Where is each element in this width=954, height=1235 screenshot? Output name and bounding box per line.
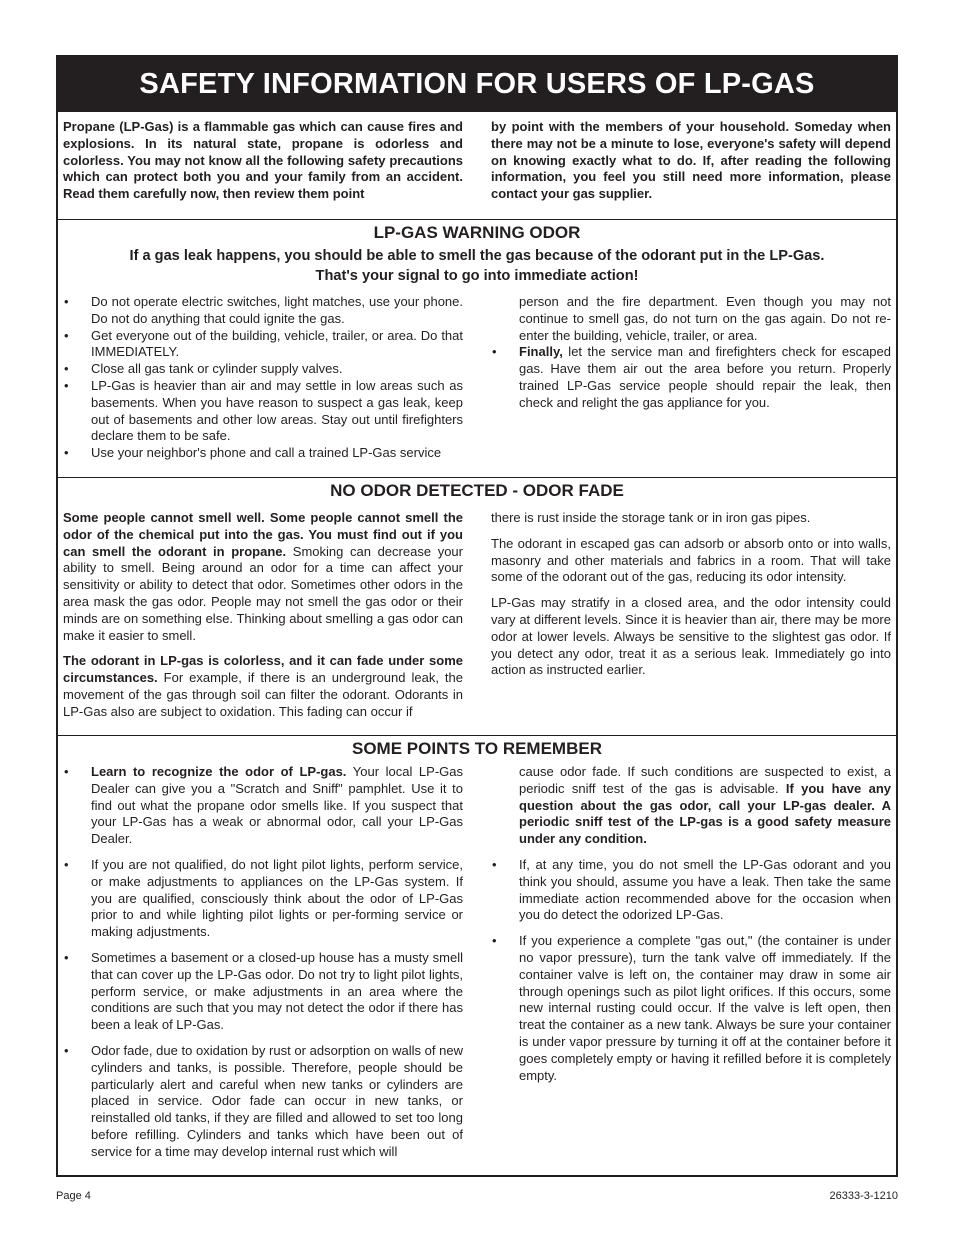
points-right-list [491,764,891,1084]
title-bar [58,57,896,112]
points-left-list [63,764,463,1161]
list-item: • If you experience a complete "gas out," (the container is under no vapor pressure), turn the tank valve off immediately. If the container valve is left on, the container may draw in some air through openings such as pilot light orifices. If this occurs, some new internal rusting could occur. If the valve is left open, then treat the container as a new tank. Always be sure your container is under vapor pressure by turning it off at the container before it goes completely empty or having it refilled before it is completely empty. [491,933,891,1084]
warning-odor-left-list [63,294,463,462]
intro-right: by point with the members of your household. Someday when there may not be a minute to lose, everyone's safety will depend on knowing exactly what to do. If, after reading the following information, you feel you still need more information, please contact your gas supplier. [491,119,891,202]
warning-odor-subheading-2: That's your signal to go into immediate action! [315,268,639,284]
no-odor-left-p2-text: For example, if there is an underground leak, the movement of the gas through soil can filter the odorant. Odorants in LP-Gas also are subject to oxidation. This fading can occur if [63,670,463,719]
list-item: • If you are not qualified, do not light pilot lights, perform service, or make adjustments to appliances on the LP-Gas system. If you are qualified, consciously think about the odor of LP-Gas prior to and while lighting pilot lights or per-forming service or making adjustments. [63,857,463,941]
points-heading: SOME POINTS TO REMEMBER [352,739,602,758]
warning-odor-heading: LP-GAS WARNING ODOR [373,223,581,242]
points-r0-bold: If you have any question about the gas odor, call your LP-gas dealer. A periodic sniff test of the LP-gas is a good safety measure under any condition. [519,780,892,847]
list-item-continued [491,764,891,848]
points-l1-bold: Learn to recognize the odor of LP-gas. [91,764,347,779]
no-odor-heading: NO ODOR DETECTED - ODOR FADE [330,481,624,500]
no-odor-left-p2-bold: The odorant in LP-gas is colorless, and it can fade under some circumstances. [63,653,463,686]
list-item: • LP-Gas is heavier than air and may settle in low areas such as basements. When you have reason to suspect a gas leak, keep out of basements and other low areas. Stay out until firefighters declare them to be safe. [63,378,463,445]
page-title: SAFETY INFORMATION FOR USERS OF LP-GAS [139,68,815,100]
intro-left: Propane (LP-Gas) is a flammable gas which can cause fires and explosions. In its natural state, propane is odorless and colorless. You may not know all the following safety precautions which can protect both you and your family from an accident. Read them carefully now, then review them point [63,119,463,202]
no-odor-left-p1 [63,510,463,644]
doc-number: 26333-3-1210 [829,1190,898,1202]
finally-bold: Finally, [519,344,563,360]
page-footer [56,1190,898,1202]
warning-odor-subheading-1: If a gas leak happens, you should be able to smell the gas because of the odorant put in the LP-Gas. [129,248,825,264]
list-item: • Get everyone out of the building, vehicle, trailer, or area. Do that IMMEDIATELY. [63,328,463,362]
warning-odor-right-list [491,294,891,412]
no-odor-left-p1-bold: Some people cannot smell well. Some people cannot smell the odor of the chemical put into the gas. You must find out if you can smell the odorant in propane. [63,510,463,559]
list-item: • Odor fade, due to oxidation by rust or adsorption on walls of new cylinders and tanks, is possible. Therefore, people should be particularly alert and careful when new tanks or cylinders are placed in service. Odor fade can occur in new tanks, or reinstalled old tanks, if they are filled and allowed to set too long before refilling. Cylinders and tanks which have been out of service for a time may develop internal rust which will [63,1043,463,1161]
list-item-continued: person and the fire department. Even though you may not continue to smell gas, do not turn on the gas again. Do not re-enter the building, vehicle, trailer, or area. [519,294,891,343]
no-odor-right-p1: there is rust inside the storage tank or in iron gas pipes. [491,510,811,525]
finally-text: let the service man and firefighters check for escaped gas. Have them air out the area before you return. Properly trained LP-Gas service people should repair the leak, then check and relight the gas appliance for you. [519,344,891,410]
no-odor-left-p2 [63,653,463,720]
points-r0-text: cause odor fade. If such conditions are suspected to exist, a periodic sniff test of the gas is advisable. [519,764,891,796]
points-l1-text: Your local LP-Gas Dealer can give you a "Scratch and Sniff" pamphlet. Use it to find out what the propane odor smells like. If you suspect that your LP-Gas has a weak or abnormal odor, call your LP-Gas Dealer. [91,764,463,847]
points-section [58,735,896,1175]
no-odor-right-p2: The odorant in escaped gas can adsorb or absorb onto or into walls, masonry and other materials and fabrics in a room. That will take some of the odorant out of the gas, reducing its odor intensity. [491,535,891,585]
list-item: • Use your neighbor's phone and call a trained LP-Gas service [63,445,463,462]
no-odor-section [58,477,896,736]
warning-odor-section [58,219,896,478]
safety-info-frame [56,55,898,1177]
list-item: • Close all gas tank or cylinder supply valves. [63,361,463,378]
intro-section [58,119,896,203]
list-item [491,344,891,411]
no-odor-right-p3: LP-Gas may stratify in a closed area, and the odor intensity could vary at different levels. Since it is heavier than air, there may be more odor at lower levels. Always be sensitive to the slightest gas odor. If you detect any odor, treat it as a serious leak. Immediately go into action as instructed earlier. [491,595,891,678]
list-item [63,764,463,848]
page-number: Page 4 [56,1190,91,1202]
no-odor-left-p1-text: Smoking can decrease your ability to smell. Being around an odor for a time can affect your sensitivity or ability to detect that odor. Sometimes other odors in the area mask the gas odor. People may not smell the gas odor or their minds are on something else. Thinking about smelling a gas odor can make it easier to smell. [63,543,463,643]
list-item: • If, at any time, you do not smell the LP-Gas odorant and you think you should, assume you have a leak. Then take the same immediate action recommended above for the occasion when you do detect the odorized LP-Gas. [491,857,891,924]
list-item: • Sometimes a basement or a closed-up house has a musty smell that can cover up the LP-Gas odor. Do not try to light pilot lights, perform service, or make adjustments in an area where the conditions are such that you may not detect the odor if there has been a leak of LP-Gas. [63,950,463,1034]
list-item: • Do not operate electric switches, light matches, use your phone. Do not do anything that could ignite the gas. [63,294,463,328]
